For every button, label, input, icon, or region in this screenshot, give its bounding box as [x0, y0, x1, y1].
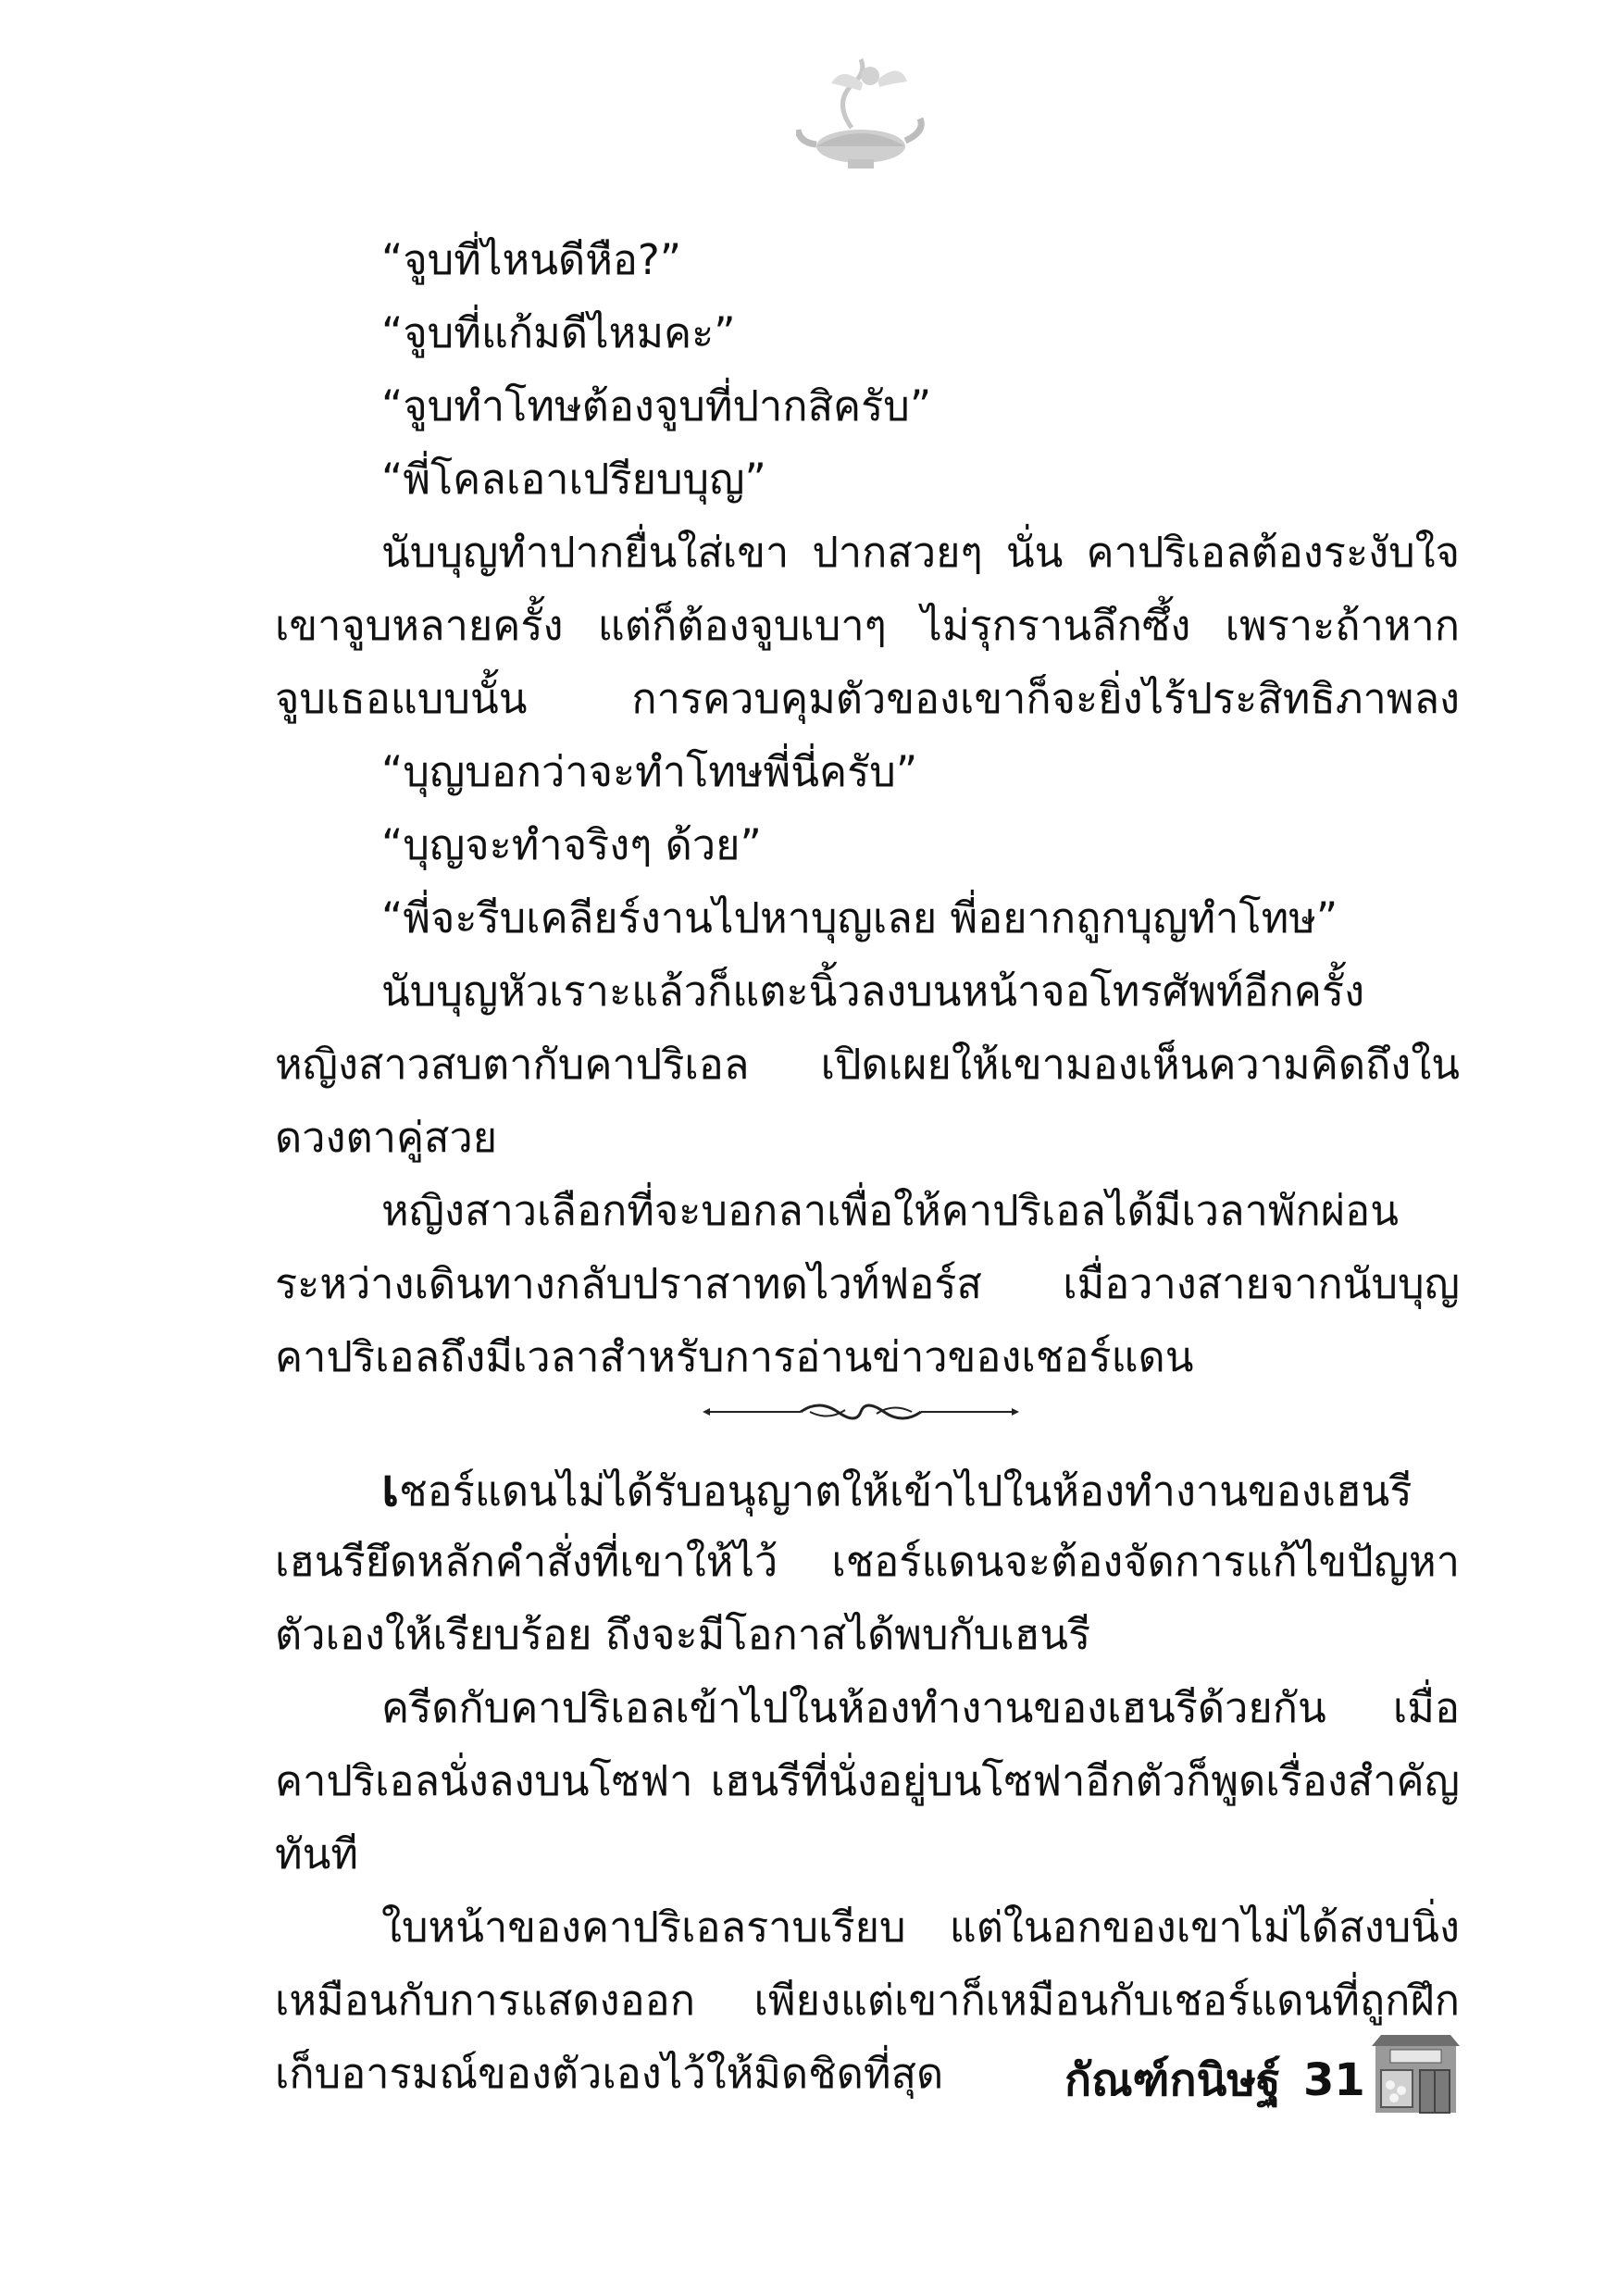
text-line: เขาจูบหลายครั้ง แต่ก็ต้องจูบเบาๆ ไม่รุกรานลึกซึ้ง เพราะถ้าหาก: [275, 601, 1460, 650]
text-line: หญิงสาวสบตากับคาปริเอล เปิดเผยให้เขามองเห็นความคิดถึงใน: [275, 1040, 1460, 1089]
book-title: กัณฑ์กนิษฐ์: [1064, 2054, 1281, 2106]
text-line: ทันที: [275, 1829, 359, 1878]
text-line: นับบุญหัวเราะแล้วก็แตะนิ้วลงบนหน้าจอโทรศัพท์อีกครั้ง: [381, 967, 1365, 1016]
text-line-rest: ชอร์แดนไม่ได้รับอนุญาตให้เข้าไปในห้องทำงานของเฮนรี: [399, 1466, 1413, 1516]
text-line: ระหว่างเดินทางกลับปราสาทดไวท์ฟอร์ส เมื่อวางสายจากนับบุญ: [275, 1259, 1460, 1308]
flower-shop-icon: [1372, 2033, 1460, 2116]
text-line: นับบุญทำปากยื่นใส่เขา ปากสวยๆ นั่น คาปริเอลต้องระงับใจ: [381, 528, 1460, 577]
drop-cap: เ: [381, 1458, 400, 1518]
text-line: จูบเธอแบบนั้น การควบคุมตัวของเขาก็จะยิ่งไร้ประสิทธิภาพลง: [275, 674, 1460, 723]
text-line: ตัวเองให้เรียบร้อย ถึงจะมีโอกาสได้พบกับเฮนรี: [275, 1610, 1091, 1659]
genie-lamp-ornament-icon: [796, 56, 926, 176]
text-line: “จูบที่แก้มดีไหมคะ”: [381, 308, 736, 357]
section-1-text: [275, 223, 1460, 1393]
text-line: ครีดกับคาปริเอลเข้าไปในห้องทำงานของเฮนรีด้วยกัน เมื่อ: [381, 1683, 1460, 1732]
text-line: “จูบทำโทษต้องจูบที่ปากสิครับ”: [381, 381, 932, 430]
text-line: เฮนรียึดหลักคำสั่งที่เขาให้ไว้ เชอร์แดนจะต้องจัดการแก้ไขปัญหา: [275, 1537, 1460, 1586]
text-line: “พี่จะรีบเคลียร์งานไปหาบุญเลย พี่อยากถูกบุญทำโทษ”: [381, 893, 1338, 942]
text-line: คาปริเอลนั่งลงบนโซฟา เฮนรีที่นั่งอยู่บนโซฟาอีกตัวก็พูดเรื่องสำคัญ: [275, 1756, 1460, 1805]
section-2-text: [275, 1452, 1460, 2110]
text-line: ดวงตาคู่สวย: [275, 1113, 498, 1162]
text-line: หญิงสาวเลือกที่จะบอกลาเพื่อให้คาปริเอลได้มีเวลาพักผ่อน: [381, 1186, 1399, 1235]
text-line: “จูบที่ไหนดีหือ?”: [381, 235, 682, 284]
text-line: เก็บอารมณ์ของตัวเองไว้ให้มิดชิดที่สุด: [275, 2049, 944, 2098]
text-line: “พี่โคลเอาเปรียบบุญ”: [381, 455, 766, 504]
text-line: “บุญจะทำจริงๆ ด้วย”: [381, 820, 762, 869]
text-line: เหมือนกับการแสดงออก เพียงแต่เขาก็เหมือนกับเชอร์แดนที่ถูกฝึก: [275, 1976, 1460, 2025]
text-line: คาปริเอลถึงมีเวลาสำหรับการอ่านข่าวของเชอร์แดน: [275, 1332, 1194, 1381]
scroll-flourish-icon: [699, 1393, 1023, 1430]
text-line: [275, 1452, 1460, 1525]
text-line: “บุญบอกว่าจะทำโทษพี่นี่ครับ”: [381, 747, 918, 796]
page-number: 31: [1303, 2054, 1365, 2106]
text-line: ใบหน้าของคาปริเอลราบเรียบ แต่ในอกของเขาไม่ได้สงบนิ่ง: [381, 1903, 1460, 1952]
